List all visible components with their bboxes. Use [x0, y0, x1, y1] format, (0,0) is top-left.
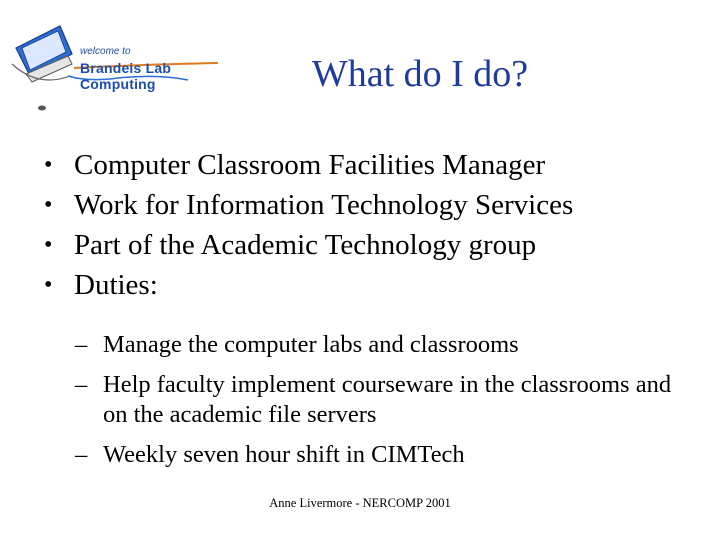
sub-bullet-list: [75, 330, 695, 480]
bullet-item: • Part of the Academic Technology group: [44, 229, 537, 261]
bullet-item: • Computer Classroom Facilities Manager: [44, 149, 546, 181]
sub-bullet-item: – Manage the computer labs and classrooms: [75, 331, 519, 358]
sub-bullet-item: – Weekly seven hour shift in CIMTech: [75, 441, 465, 468]
slide-footer: Anne Livermore - NERCOMP 2001: [269, 496, 451, 510]
sub-bullet-text: Manage the computer labs and classrooms: [103, 331, 519, 358]
sub-bullet-text: Weekly seven hour shift in CIMTech: [103, 441, 465, 468]
bullet-item: • Duties:: [44, 269, 158, 301]
bullet-list: [44, 145, 704, 305]
bullet-text: Part of the Academic Technology group: [74, 229, 537, 261]
sub-bullet-item: – Help faculty implement courseware in the classrooms and on the academic file servers: [75, 371, 672, 428]
sub-bullet-text: Help faculty implement courseware in the classrooms and on the academic file servers: [103, 371, 672, 428]
logo-welcome-text: welcome to: [80, 46, 131, 57]
slide-title: What do I do?: [311, 53, 529, 95]
brandeis-lab-logo: [8, 18, 248, 118]
bullet-text: Work for Information Technology Services: [74, 189, 574, 221]
logo-title-text: Brandeis Lab Computing: [80, 60, 172, 92]
bullet-item: • Work for Information Technology Services: [44, 189, 574, 221]
bullet-text: Computer Classroom Facilities Manager: [74, 149, 546, 181]
bullet-text: Duties:: [74, 269, 158, 301]
